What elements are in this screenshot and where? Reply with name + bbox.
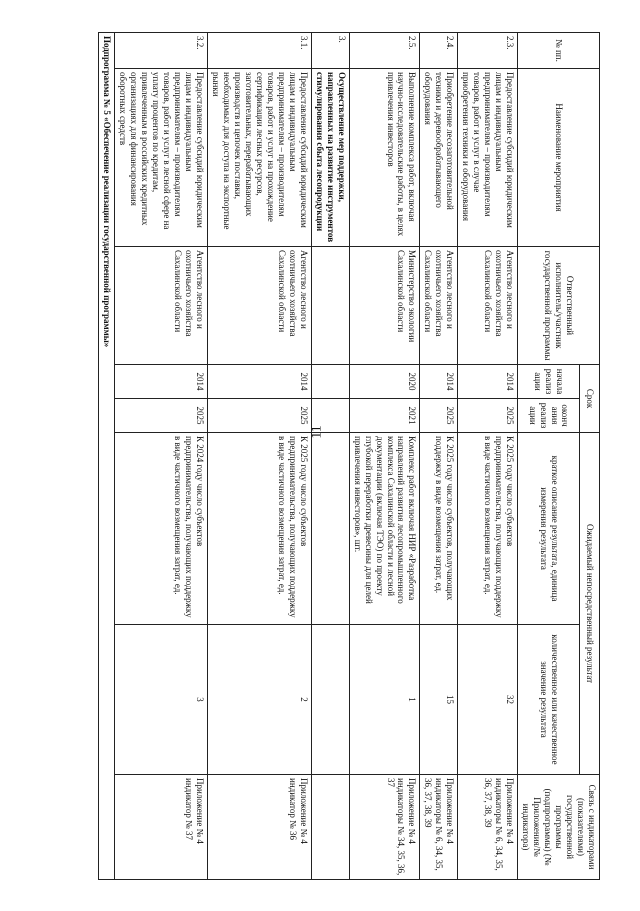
row-result-value: 32 — [458, 625, 518, 775]
row-start-year: 2014 — [420, 365, 458, 399]
row-result-value: 3 — [115, 625, 208, 775]
row-start-year: 2020 — [349, 365, 420, 399]
row-activity-name: Предоставление субсидий юридическим лицам и индивидуальным предпринимателям – производителям товаров, работ и услуг на прохождение сертификации лесных ресурсов, заготовительных, перерабатывающих производств и цепочек поставки, необходимых для доступа на экспортные рынки — [208, 69, 312, 247]
row-indicator-link: Приложение № 4 индикаторы № 6, 34, 35, 36, 37, 38, 39 — [458, 775, 518, 880]
row-executor: Агентство лесного и охотничьего хозяйства Сахалинской области — [115, 247, 208, 365]
row-end-year: 2025 — [458, 399, 518, 433]
table-row — [208, 33, 312, 880]
row-activity-name: Приобретение лесозаготовительной техники и деревообрабатывающего оборудования — [420, 69, 458, 247]
row-start-year: 2014 — [208, 365, 312, 399]
activities-table — [98, 32, 600, 880]
header-start: начала реализации — [518, 365, 580, 399]
row-executor: Министерство экологии Сахалинской области — [349, 247, 420, 365]
row-end-year: 2025 — [208, 399, 312, 433]
row-number: 2.5. — [349, 33, 420, 69]
header-num: № пп. — [518, 33, 600, 69]
row-activity-name: Предоставление субсидий юридическим лицам и индивидуальным предпринимателям – производителям товаров, работ и услуг в лесной сфере на уплату процентов по кредитам, привлеченным в российских кредитных организациях для финансирования оборотных средств — [115, 69, 208, 247]
row-indicator-link: Приложение № 4 индикаторы № 6, 34, 35, 36, 37, 38, 39 — [420, 775, 458, 880]
page-number: 11 — [309, 425, 325, 439]
row-indicator-link: Приложение № 4 индикаторы № 34, 35, 36, 37 — [349, 775, 420, 880]
row-end-year: 2025 — [115, 399, 208, 433]
rotated-table-container — [102, 32, 600, 879]
row-number: 2.4. — [420, 33, 458, 69]
header-executor: Ответственный исполнитель/участник государственной программы — [518, 247, 600, 365]
row-number: 3. — [311, 33, 349, 69]
row-executor: Агентство лесного и охотничьего хозяйства Сахалинской области — [208, 247, 312, 365]
row-result-description: К 2025 году число субъектов предпринимательства, получающих поддержку в виде частичного возмещения затрат, ед. — [208, 433, 312, 625]
table-row — [311, 33, 349, 880]
table-row — [349, 33, 420, 880]
row-result-description — [311, 433, 349, 625]
row-executor: Агентство лесного и охотничьего хозяйства Сахалинской области — [458, 247, 518, 365]
row-activity-name: Предоставление субсидий юридическим лицам и индивидуальным предпринимателям – производителям товаров, работ и услуг в случае приобретения техники и оборудования — [458, 69, 518, 247]
row-start-year — [311, 365, 349, 399]
row-result-description: Комплекс работ включая НИР «Разработка направлений развития лесопромышленного комплекса Сахалинской области и лесной документации (включая ТЭО) по проекту глубокой переработки древесины для целей привлечения инвесторов», шт. — [349, 433, 420, 625]
header-result-value: количественное или качественное значение результата — [518, 625, 580, 775]
row-indicator-link — [311, 775, 349, 880]
row-result-description: К 2025 году число субъектов, получающих поддержку в виде возмещения затрат, ед. — [420, 433, 458, 625]
table-row — [115, 33, 208, 880]
table-row — [420, 33, 458, 880]
header-term: Срок — [579, 365, 599, 433]
row-number: 3.2. — [115, 33, 208, 69]
header-name: Наименование мероприятия — [518, 69, 600, 247]
header-result: Ожидаемый непосредственный результат — [579, 433, 599, 775]
row-indicator-link: Приложение № 4 индикатор № 37 — [115, 775, 208, 880]
row-end-year: 2025 — [420, 399, 458, 433]
row-result-description: К 2024 году число субъектов предпринимательства, получающих поддержку в виде частичного возмещения затрат, ед. — [115, 433, 208, 625]
row-activity-name: Осуществление мер поддержки, направленных на развитие инструментов стимулирования сбыта лесопродукции — [311, 69, 349, 247]
table-body — [115, 33, 518, 880]
header-link: Связь с индикаторами (показателями) государственной программы (подпрограммы) (№ Приложения/№ индикатора) — [518, 775, 600, 880]
row-result-description: К 2025 году число субъектов предпринимательства, получающих поддержку в виде частичного возмещения затрат, ед. — [458, 433, 518, 625]
row-result-value: 1 — [349, 625, 420, 775]
row-end-year — [311, 399, 349, 433]
row-executor: Агентство лесного и охотничьего хозяйства Сахалинской области — [420, 247, 458, 365]
row-result-value: 15 — [420, 625, 458, 775]
row-end-year: 2021 — [349, 399, 420, 433]
header-end: оконч ания реализ ации — [518, 399, 580, 433]
subprogram-footer: Подпрограмма № 5 «Обеспечение реализации государственной программы» — [99, 33, 115, 880]
row-activity-name: Выполнение комплекса работ, включая научно-исследовательские работы, в целях привлечения инвесторов — [349, 69, 420, 247]
row-start-year: 2014 — [115, 365, 208, 399]
table-row — [458, 33, 518, 880]
row-result-value: 2 — [208, 625, 312, 775]
row-start-year: 2014 — [458, 365, 518, 399]
row-number: 3.1. — [208, 33, 312, 69]
row-executor — [311, 247, 349, 365]
row-number: 2.3. — [458, 33, 518, 69]
header-result-desc: краткое описание результата, единица измерения результата — [518, 433, 580, 625]
row-result-value — [311, 625, 349, 775]
row-indicator-link: Приложение № 4 индикатор № 36 — [208, 775, 312, 880]
